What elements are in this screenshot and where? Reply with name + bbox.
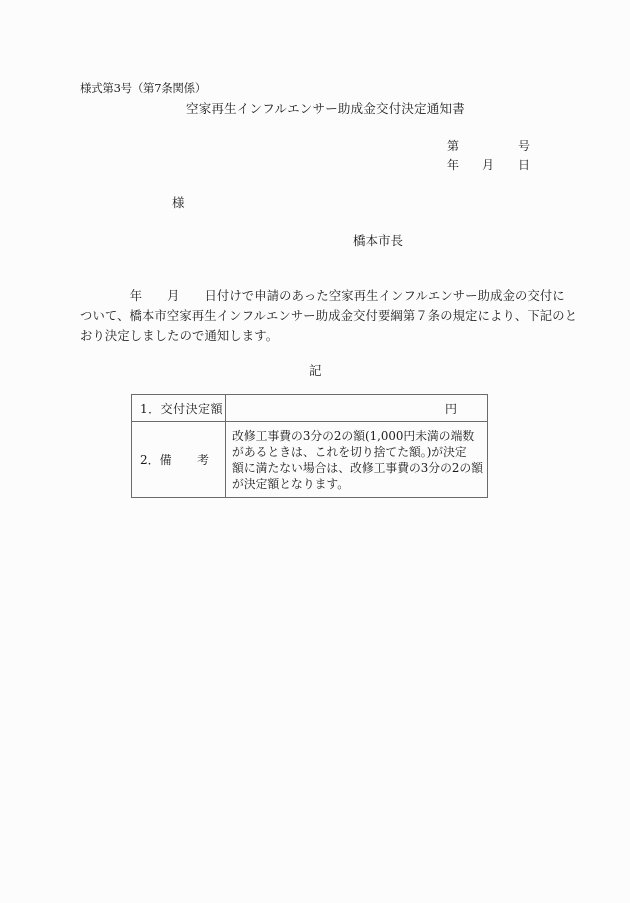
sender-name: 橋本市長 [353,233,404,248]
date-year: 年 [447,158,460,172]
detail-table [131,394,488,498]
body-line-1: 年 月 日付けで申請のあった空家再生インフルエンサー助成金の交付に [80,289,565,303]
remarks-note-line-1: 改修工事費の3分の2の額(1,000円未満の端数 [232,428,475,443]
document-title: 空家再生インフルエンサー助成金交付決定通知書 [186,101,465,116]
grant-amount-unit: 円 [444,401,457,416]
form-number: 様式第3号（第7条関係） [80,81,207,95]
remarks-note-cell [226,422,488,498]
ki-heading: 記 [309,363,322,378]
remarks-label [132,451,225,468]
table-row-grant-amount [132,395,488,422]
date-day: 日 [518,158,531,172]
number-prefix: 第 [447,139,460,153]
remarks-note-line-4: が決定額となります。 [232,476,350,491]
notification-body [80,286,578,346]
remarks-label-left: 2．備 [140,453,172,467]
table-row-remarks [132,422,488,498]
grant-amount-value-cell [226,395,488,422]
grant-amount-label-cell [132,395,226,422]
number-suffix: 号 [518,139,531,153]
remarks-note [226,428,487,492]
date-month: 月 [482,158,495,172]
remarks-label-right: 考 [197,453,210,467]
grant-amount-label: 1．交付決定額 [140,401,224,416]
body-line-3: おり決定しましたので通知します。 [80,329,279,343]
remarks-note-line-2: があるときは、これを切り捨てた額。)が決定 [232,444,467,459]
remarks-note-line-3: 額に満たない場合は、改修工事費の3分の2の額 [232,460,483,475]
remarks-label-cell [132,422,226,498]
body-line-2: ついて、橋本市空家再生インフルエンサー助成金交付要綱第７条の規定により、下記のと [80,309,578,323]
addressee: 様 [172,195,185,210]
